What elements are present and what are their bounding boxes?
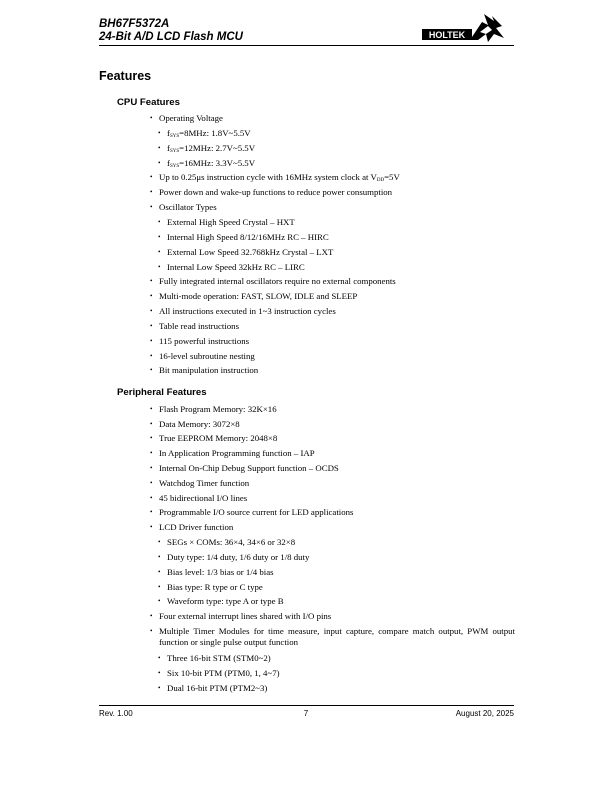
publish-date: August 20, 2025 [455,709,514,718]
page-number: 7 [303,709,309,718]
holtek-logo [422,12,514,44]
section-heading-cpu: CPU Features [117,97,180,108]
logo-text: HOLTEK [428,30,466,40]
document-header [99,18,243,44]
document-subtitle: 24-Bit A/D LCD Flash MCU [99,31,243,43]
item-text: Operating Voltage [159,113,223,123]
footer-divider [99,705,514,706]
part-number: BH67F5372A [99,18,170,30]
revision-label: Rev. 1.00 [99,709,133,718]
header-divider [99,45,514,46]
page-title: Features [99,69,152,83]
section-heading-peripheral: Peripheral Features [117,387,207,398]
